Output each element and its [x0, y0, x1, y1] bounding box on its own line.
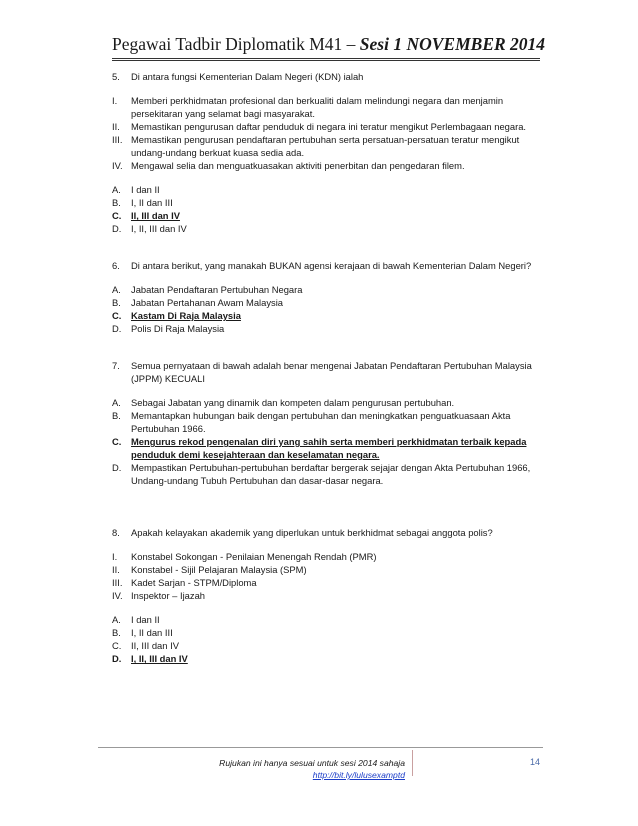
option-text: II, III dan IV [131, 640, 179, 651]
statement-label: IV. [112, 590, 123, 601]
question-text: Di antara berikut, yang manakah BUKAN agensi kerajaan di bawah Kementerian Dalam Negeri? [131, 260, 532, 271]
option-item [112, 196, 542, 209]
statement-text: Memastikan pengurusan daftar penduduk di negara ini teratur mengikut Perlembagaan negara. [131, 121, 527, 132]
option-item [112, 322, 542, 335]
option-item-correct [112, 209, 542, 222]
option-label: D. [112, 462, 122, 473]
question-number: 5. [112, 71, 120, 82]
question-number: 7. [112, 360, 120, 371]
option-item [112, 296, 542, 309]
statement-text: Konstabel - Sijil Pelajaran Malaysia (SPM) [131, 564, 307, 575]
option-label: D. [112, 323, 122, 334]
statement-item [112, 94, 542, 120]
statement-item [112, 550, 542, 563]
header-rule [112, 58, 540, 61]
statement-item [112, 589, 542, 602]
option-label: A. [112, 184, 121, 195]
footer-note: Rujukan ini hanya sesuai untuk sesi 2014 sahaja [219, 758, 405, 768]
option-item [112, 283, 542, 296]
question-number: 6. [112, 260, 120, 271]
option-item [112, 639, 542, 652]
statement-item [112, 133, 542, 159]
question-text: Apakah kelayakan akademik yang diperlukan untuk berkhidmat sebagai anggota polis? [131, 527, 493, 538]
option-label: B. [112, 410, 121, 421]
statement-text: Memberi perkhidmatan profesional dan berkualiti dalam melindungi negara dan menjamin persekitaran yang selamat bagi masyarakat. [131, 95, 504, 119]
statement-label: III. [112, 577, 123, 588]
statement-label: II. [112, 564, 120, 575]
option-label: B. [112, 197, 121, 208]
statement-item [112, 563, 542, 576]
option-item [112, 409, 542, 435]
question-stem [112, 526, 542, 539]
question-stem [112, 359, 542, 385]
option-text: I, II, III dan IV [131, 223, 187, 234]
option-item [112, 461, 542, 487]
statement-label: IV. [112, 160, 123, 171]
option-label: C. [112, 436, 122, 447]
spacer [112, 346, 542, 359]
option-label: A. [112, 397, 121, 408]
option-label: D. [112, 653, 122, 664]
question-8 [112, 526, 542, 665]
option-item [112, 183, 542, 196]
statement-text: Konstabel Sokongan - Penilaian Menengah Rendah (PMR) [131, 551, 377, 562]
footer-rule [98, 747, 543, 748]
statement-text: Mengawal selia dan menguatkuasakan aktiviti penerbitan dan pengedaran filem. [131, 160, 465, 171]
question-number: 8. [112, 527, 120, 538]
statement-label: II. [112, 121, 120, 132]
option-text: Mempastikan Pertubuhan-pertubuhan berdaftar bergerak sejajar dengan Akta Pertubuhan 1966, Undang-undang Tubuh Pertubuhan dan dasar-dasar negara. [131, 462, 531, 486]
option-text: II, III dan IV [131, 210, 180, 221]
option-list [112, 283, 542, 335]
questions-content [112, 70, 542, 676]
page-footer [150, 757, 405, 781]
statement-item [112, 120, 542, 133]
header-title-session: Sesi 1 NOVEMBER 2014 [359, 34, 546, 54]
option-text: I dan II [131, 184, 160, 195]
option-list [112, 183, 542, 235]
option-item-correct [112, 309, 542, 322]
option-item [112, 626, 542, 639]
option-item [112, 396, 542, 409]
option-list [112, 613, 542, 665]
statement-text: Memastikan pengurusan pendaftaran pertubuhan serta persatuan-persatuan teratur mengikut undang-undang berkuat kuasa sedia ada. [131, 134, 520, 158]
question-stem [112, 259, 542, 272]
spacer [112, 498, 542, 526]
option-text: I, II, III dan IV [131, 653, 188, 664]
footer-link[interactable]: http://bit.ly/lulusexamptd [312, 770, 405, 780]
statement-label: I. [112, 95, 118, 106]
option-label: C. [112, 640, 122, 651]
page-number: 14 [529, 757, 540, 767]
option-text: Kastam Di Raja Malaysia [131, 310, 241, 321]
question-7 [112, 359, 542, 487]
statement-item [112, 576, 542, 589]
question-5 [112, 70, 542, 235]
footer-separator [412, 750, 413, 776]
option-text: Jabatan Pertahanan Awam Malaysia [131, 297, 284, 308]
option-label: A. [112, 284, 121, 295]
option-item-correct [112, 435, 542, 461]
option-text: Mengurus rekod pengenalan diri yang sahih serta memberi perkhidmatan terbaik kepada penduduk demi kesejahteraan dan keselamatan negara. [131, 436, 527, 460]
statement-list [112, 94, 542, 172]
option-text: I dan II [131, 614, 160, 625]
option-list [112, 396, 542, 487]
statement-text: Kadet Sarjan - STPM/Diploma [131, 577, 257, 588]
question-text: Di antara fungsi Kementerian Dalam Negeri (KDN) ialah [131, 71, 364, 82]
option-label: A. [112, 614, 121, 625]
option-item [112, 222, 542, 235]
option-label: B. [112, 297, 121, 308]
question-6 [112, 259, 542, 335]
option-label: D. [112, 223, 122, 234]
option-text: Jabatan Pendaftaran Pertubuhan Negara [131, 284, 303, 295]
spacer [112, 246, 542, 259]
statement-list [112, 550, 542, 602]
option-text: I, II dan III [131, 627, 173, 638]
question-text: Semua pernyataan di bawah adalah benar mengenai Jabatan Pendaftaran Pertubuhan Malaysia (JPPM) KECUALI [131, 360, 532, 384]
option-item [112, 613, 542, 626]
question-stem [112, 70, 542, 83]
statement-label: III. [112, 134, 123, 145]
option-text: Sebagai Jabatan yang dinamik dan kompeten dalam pengurusan pertubuhan. [131, 397, 455, 408]
option-label: B. [112, 627, 121, 638]
statement-label: I. [112, 551, 118, 562]
header-title-plain: Pegawai Tadbir Diplomatik M41 – [112, 34, 360, 54]
option-item-correct [112, 652, 542, 665]
statement-item [112, 159, 542, 172]
option-text: I, II dan III [131, 197, 173, 208]
statement-text: Inspektor – Ijazah [131, 590, 206, 601]
option-text: Memantapkan hubungan baik dengan pertubuhan dan meningkatkan penguatkuasaan Akta Pertubuhan 1966. [131, 410, 511, 434]
page-header-title [112, 34, 546, 55]
option-label: C. [112, 310, 122, 321]
option-label: C. [112, 210, 122, 221]
option-text: Polis Di Raja Malaysia [131, 323, 225, 334]
